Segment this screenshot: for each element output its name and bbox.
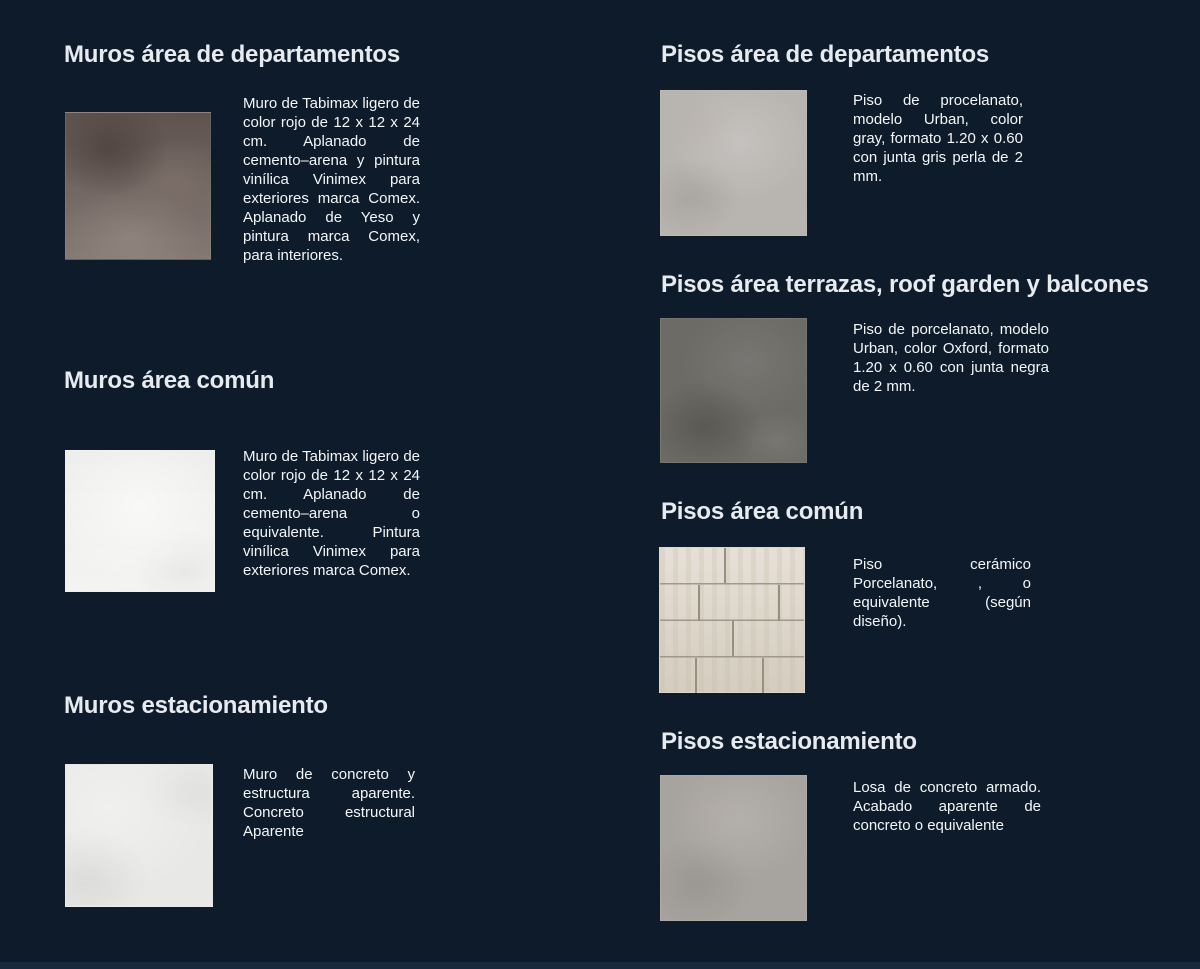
bottom-divider xyxy=(0,962,1200,969)
muros-departamentos-description: Muro de Tabimax ligero de color rojo de 12 x 12 x 24 cm. Aplanado de cemento–arena y pintura vinílica Vinimex para exteriores marca Comex. Aplanado de Yeso y pintura marca Comex, para interiores. xyxy=(243,95,420,264)
pisos-estacionamiento-description: Losa de concreto armado. Acabado aparente de concreto o equivalente xyxy=(853,779,1041,834)
pisos-estacionamiento-swatch-image xyxy=(660,775,807,921)
pisos-departamentos-swatch-image xyxy=(660,90,807,236)
heading-pisos-estacionamiento: Pisos estacionamiento xyxy=(661,728,917,755)
heading-muros-departamentos: Muros área de departamentos xyxy=(64,41,401,68)
muros-estacionamiento-swatch-image xyxy=(65,764,213,907)
muros-comun-description: Muro de Tabimax ligero de color rojo de 12 x 12 x 24 cm. Aplanado de cemento–arena o equivalente. Pintura vinílica Vinimex para exteriores marca Comex. xyxy=(243,448,420,579)
pisos-departamentos-description: Piso de procelanato, modelo Urban, color gray, formato 1.20 x 0.60 con junta gris perla de 2 mm. xyxy=(853,92,1023,185)
pisos-terrazas-description: Piso de porcelanato, modelo Urban, color Oxford, formato 1.20 x 0.60 con junta negra de 2 mm. xyxy=(853,321,1049,395)
heading-pisos-departamentos: Pisos área de departamentos xyxy=(661,41,990,68)
pisos-comun-swatch-image xyxy=(659,547,805,693)
heading-pisos-terrazas: Pisos área terrazas, roof garden y balcones xyxy=(661,271,1149,298)
muros-departamentos-swatch-image xyxy=(65,112,211,260)
muros-comun-swatch-image xyxy=(65,450,215,592)
muros-estacionamiento-description: Muro de concreto y estructura aparente. Concreto estructural Aparente xyxy=(243,766,415,840)
pisos-terrazas-swatch-image xyxy=(660,318,807,463)
heading-pisos-comun: Pisos área común xyxy=(661,498,864,525)
heading-muros-estacionamiento: Muros estacionamiento xyxy=(64,692,328,719)
heading-muros-comun: Muros área común xyxy=(64,367,275,394)
pisos-comun-description: Piso cerámico Porcelanato, , o equivalente (según diseño). xyxy=(853,556,1031,630)
